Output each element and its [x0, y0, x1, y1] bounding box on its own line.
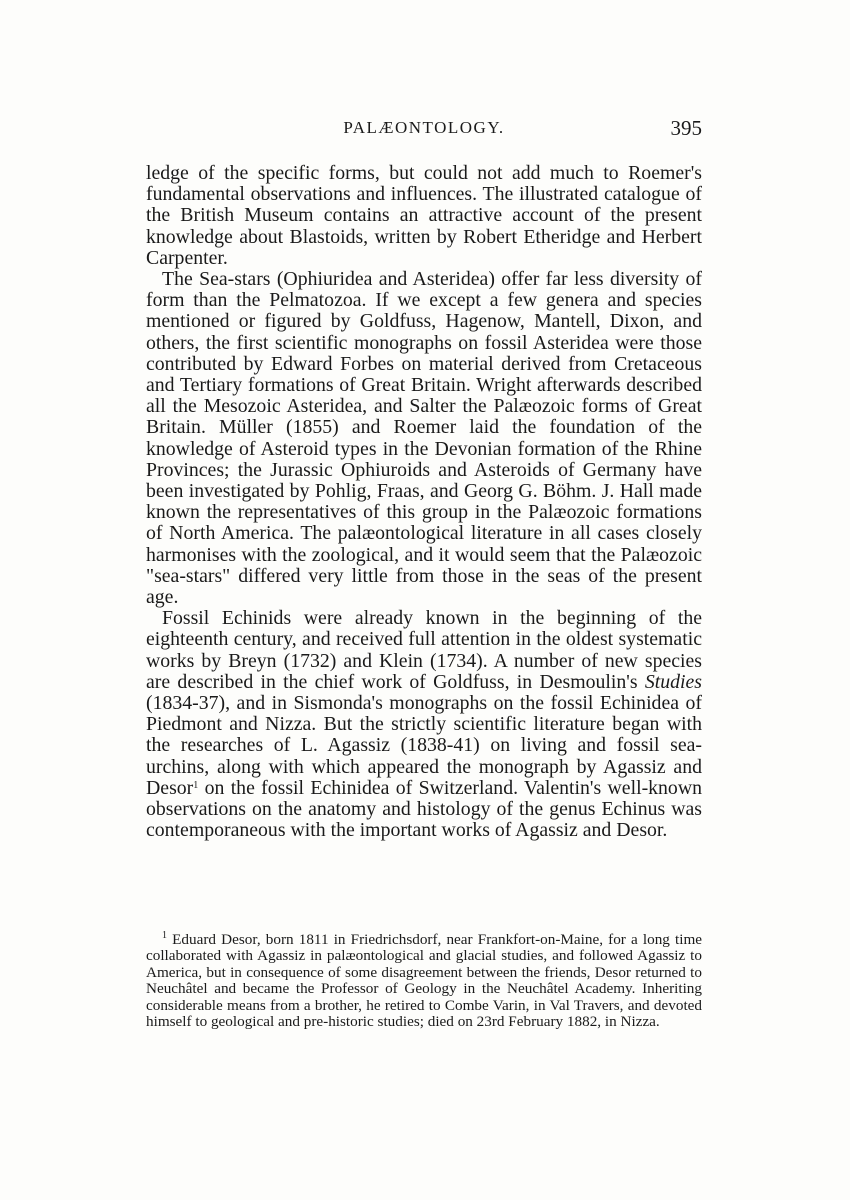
running-title: PALÆONTOLOGY.	[343, 118, 505, 137]
paragraph-sea-stars: The Sea-stars (Ophiuridea and Asteridea) offer far less diversity of form than the Pelmatozoa. If we except a few genera and species mentioned or figured by Goldfuss, Hagenow, Mantell, Dixon, and others, the first scientific monographs on fossil Asteridea were those contributed by Edward Forbes on material derived from Cretaceous and Tertiary formations of Great Britain. Wright afterwards described all the Mesozoic Asteridea, and Salter the Palæozoic forms of Great Britain. Müller (1855) and Roemer laid the foundation of the knowledge of Asteroid types in the Devonian formation of the Rhine Provinces; the Jurassic Ophiuroids and Asteroids of Germany have been investigated by Pohlig, Fraas, and Georg G. Böhm. J. Hall made known the representatives of this group in the Palæozoic formations of North America. The palæontological literature in all cases closely harmonises with the zoological, and it would seem that the Palæozoic "sea-stars" differed very little from those in the seas of the present age.	[146, 268, 702, 609]
paragraph-blastoids: ledge of the specific forms, but could not add much to Roemer's fundamental observations and influences. The illustrated catalogue of the British Museum contains an attractive account of the present knowledge about Blastoids, written by Robert Etheridge and Herbert Carpenter.	[146, 162, 702, 269]
paragraph-echinids-part-3: on the fossil Echinidea of Switzerland. Valentin's well-known observations on the anatomy and histology of the genus Echinus was contemporaneous with the important works of Agassiz and Desor.	[146, 776, 702, 842]
paragraph-echinids-part-2: (1834-37), and in Sismonda's monographs on the fossil Echinidea of Piedmont and Nizza. But the strictly scientific literature began with the researches of L. Agassiz (1838-41) on living and fossil sea-urchins, along with which appeared the monograph by Agassiz and Desor	[146, 692, 702, 799]
footnote	[146, 932, 702, 1030]
italic-title-studies: Studies	[644, 670, 702, 693]
footnote-reference: 1	[193, 779, 199, 791]
paragraph-echinids-part-1: Fossil Echinids were already known in the beginning of the eighteenth century, and received full attention in the oldest systematic works by Breyn (1732) and Klein (1734). A number of new species are described in the chief work of Goldfuss, in Desmoulin's	[146, 607, 702, 693]
footnote-marker: 1	[162, 930, 167, 941]
page-number: 395	[670, 116, 702, 140]
running-header	[146, 116, 702, 146]
footnote-text: Eduard Desor, born 1811 in Friedrichsdorf, near Frankfort-on-Maine, for a long time collaborated with Agassiz in palæontological and glacial studies, and followed Agassiz to America, but in consequence of some disagreement between the friends, Desor returned to Neuchâtel and became the Professor of Geology in the Neuchâtel Academy. Inheriting considerable means from a brother, he retired to Combe Varin, in Val Travers, and devoted himself to geological and pre-historic studies; died on 23rd February 1882, in Nizza.	[146, 931, 703, 1031]
paragraph-echinids	[146, 608, 702, 841]
body-text	[146, 163, 702, 842]
